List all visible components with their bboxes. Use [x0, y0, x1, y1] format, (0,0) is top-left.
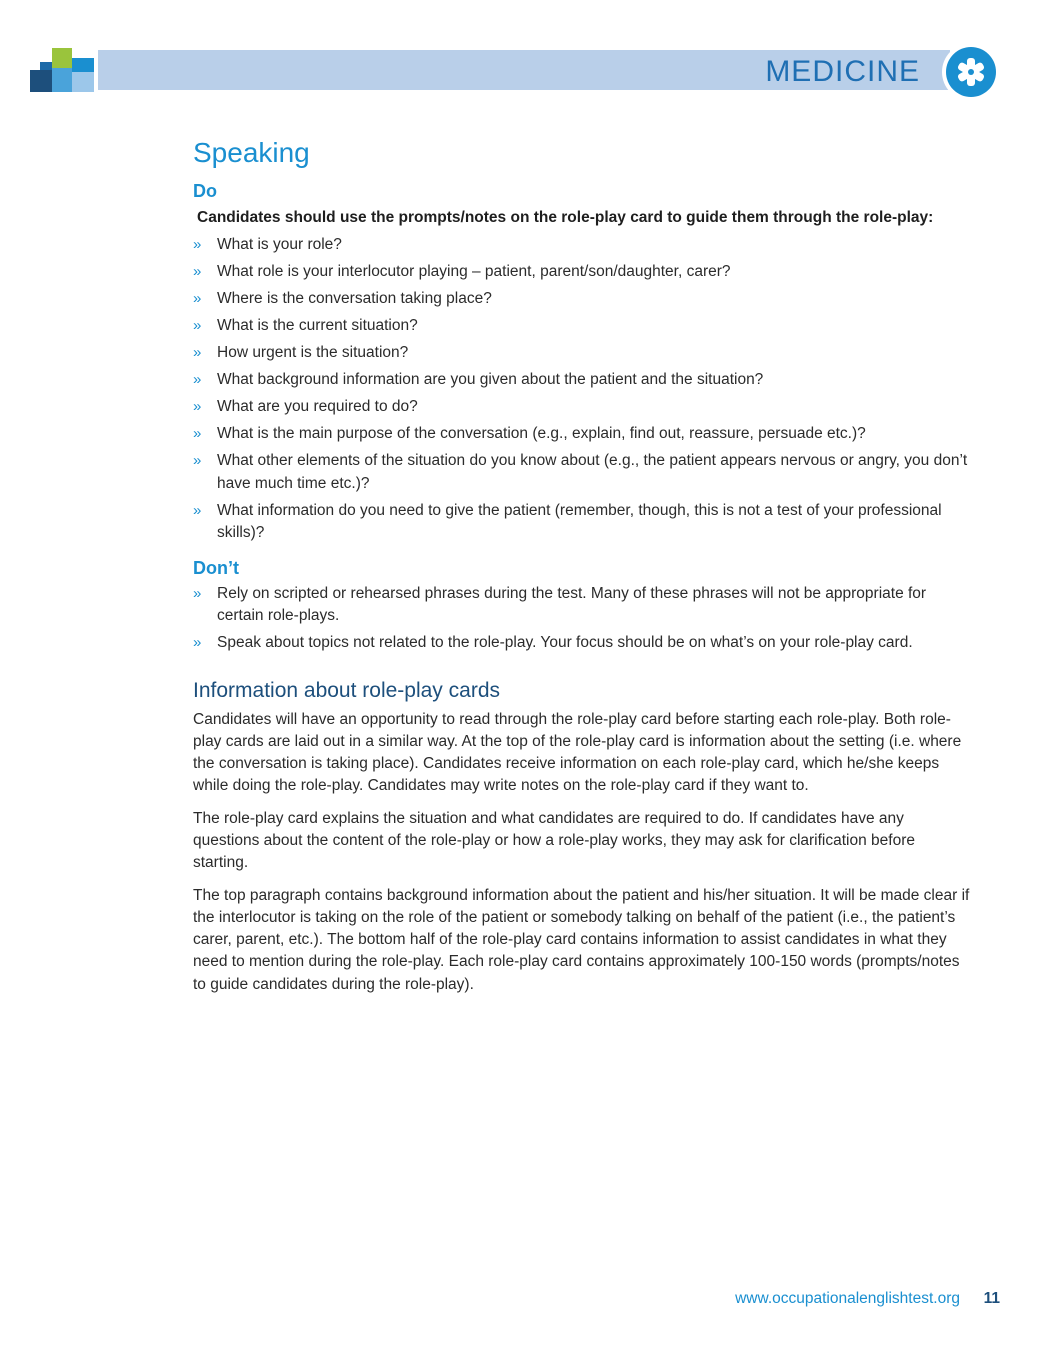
chevron-bullet-icon: » [193, 501, 202, 519]
subheading-dont: Don’t [193, 557, 239, 578]
list-item [193, 234, 973, 257]
list-item-text: What is the main purpose of the conversation (e.g., explain, find out, reassure, persuade etc.)? [217, 425, 866, 442]
chevron-bullet-icon: » [193, 290, 202, 307]
list-item [193, 583, 973, 628]
main-content [193, 134, 973, 1006]
list-item [193, 423, 973, 446]
list-item-text: What are you required to do? [217, 398, 418, 415]
dont-list [193, 583, 973, 655]
footer-url: www.occupationalenglishtest.org [735, 1290, 960, 1307]
list-item-text: What role is your interlocutor playing – patient, parent/son/daughter, carer? [217, 263, 731, 280]
chevron-bullet-icon: » [193, 634, 202, 651]
do-intro-text: Candidates should use the prompts/notes on the role-play card to guide them through the role-play: [197, 209, 934, 226]
subheading-do: Do [193, 181, 217, 201]
section-heading-speaking: Speaking [193, 137, 310, 168]
list-item-text: How urgent is the situation? [217, 344, 409, 361]
oet-logo [30, 48, 96, 92]
list-item [193, 342, 973, 365]
list-item [193, 450, 973, 495]
chevron-bullet-icon: » [193, 584, 202, 602]
list-item [193, 500, 973, 545]
list-item-text: What is your role? [217, 236, 342, 253]
paragraph: Candidates will have an opportunity to read through the role-play card before starting each role-play. Both role-play cards are laid out in a similar way. At the top of the role-play card is information about the setting (i.e. where the conversation is taking place). Candidates receive information on each role-play card, which he/she keeps while doing the role-play. Candidates may write notes on the role-play card if they want to. [193, 710, 962, 795]
chevron-bullet-icon: » [193, 425, 202, 442]
chevron-bullet-icon: » [193, 317, 202, 334]
do-list [193, 234, 973, 545]
chevron-bullet-icon: » [193, 236, 202, 253]
list-item [193, 288, 973, 311]
list-item-text: What is the current situation? [217, 317, 418, 334]
list-item [193, 261, 973, 284]
asterisk-medical-icon [941, 42, 1001, 102]
list-item-text: What other elements of the situation do you know about (e.g., the patient appears nervous or angry, you don’t have much time etc.)? [217, 452, 968, 492]
chevron-bullet-icon: » [193, 344, 202, 361]
section-heading-role-play-cards: Information about role-play cards [193, 678, 500, 702]
list-item [193, 315, 973, 338]
paragraph: The role-play card explains the situation and what candidates are required to do. If candidates have any questions about the content of the role-play or how a role-play works, they may ask for clarification before starting. [193, 809, 915, 872]
header-title: MEDICINE [765, 55, 920, 88]
chevron-bullet-icon: » [193, 452, 202, 469]
page-number: 11 [983, 1290, 1000, 1307]
list-item [193, 369, 973, 392]
list-item-text: What information do you need to give the patient (remember, though, this is not a test of your professional skills)? [217, 501, 942, 541]
list-item-text: Speak about topics not related to the role-play. Your focus should be on what’s on your role-play card. [217, 634, 913, 651]
list-item-text: Where is the conversation taking place? [217, 290, 492, 307]
list-item-text: Rely on scripted or rehearsed phrases during the test. Many of these phrases will not be appropriate for certain role-plays. [217, 584, 927, 624]
list-item-text: What background information are you given about the patient and the situation? [217, 371, 764, 388]
list-item [193, 396, 973, 419]
chevron-bullet-icon: » [193, 263, 202, 280]
paragraph: The top paragraph contains background information about the patient and his/her situation. It will be made clear if the interlocutor is taking on the role of the patient or somebody talking on behalf of the patient (i.e., the patient’s carer, parent, etc.). The bottom half of the role-play card contains information to assist candidates in what they need to mention during the role-play. Each role-play card contains approximately 100-150 words (prompts/notes to guide candidates during the role-play). [193, 886, 970, 993]
chevron-bullet-icon: » [193, 398, 202, 415]
list-item [193, 632, 973, 655]
info-paragraphs [193, 709, 973, 997]
chevron-bullet-icon: » [193, 371, 202, 388]
